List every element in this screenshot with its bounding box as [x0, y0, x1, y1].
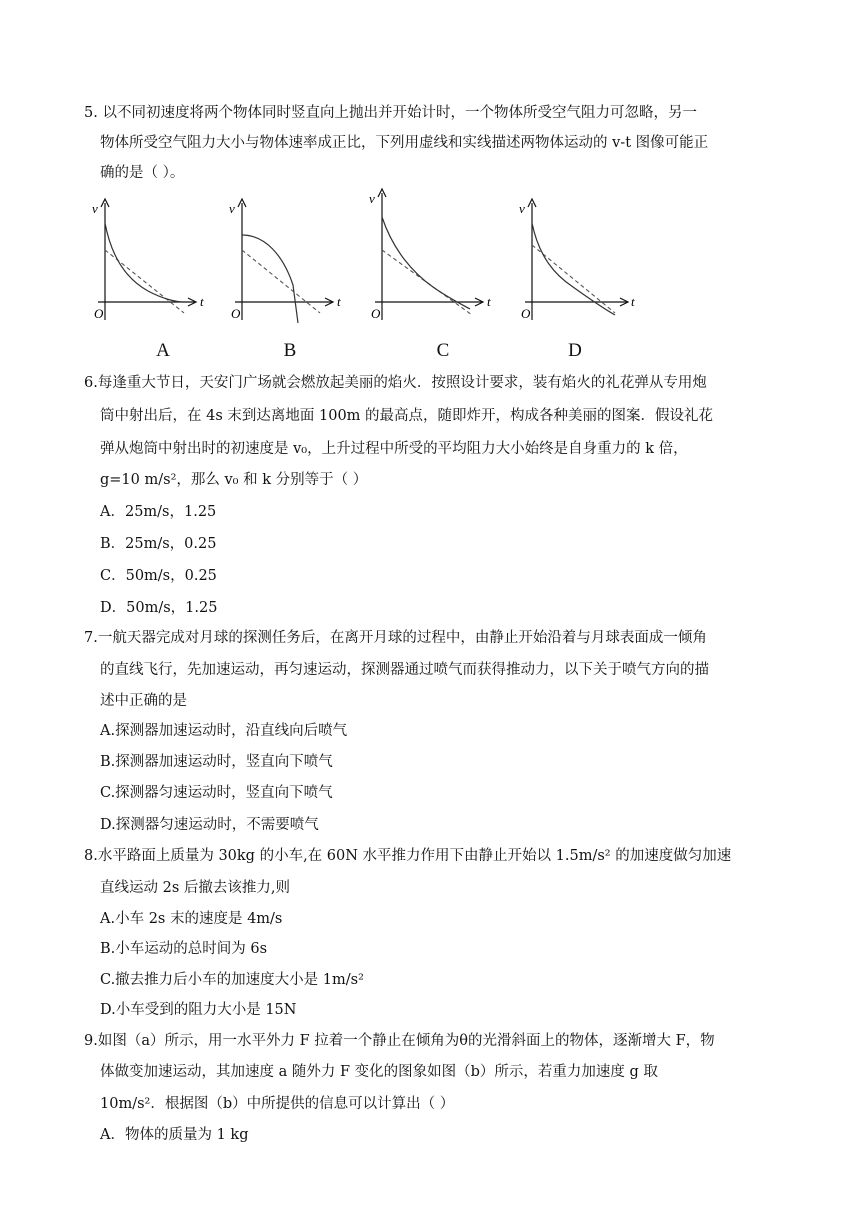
q8-line-1: 8.水平路面上质量为 30kg 的小车,在 60N 水平推力作用下由静止开始以 1.5m/s² 的加速度做匀加速: [84, 848, 732, 864]
figure-d-label: D: [568, 340, 582, 361]
q6-option-c: C．50m/s，0.25: [100, 568, 217, 584]
figure-a-v-label: v: [92, 201, 98, 216]
q8-option-b: B.小车运动的总时间为 6s: [100, 941, 268, 957]
figure-b-label: B: [283, 340, 297, 361]
q7-option-b: B.探测器加速运动时，竖直向下喷气: [100, 754, 333, 770]
q6-line-3: 弹从炮筒中射出时的初速度是 v₀，上升过程中所受的平均阻力大小始终是自身重力的 k 倍，: [100, 441, 688, 457]
q5-line-2: 物体所受空气阻力大小与物体速率成正比，下列用虚线和实线描述两物体运动的 v-t 图像可能正: [100, 135, 709, 151]
figure-c-origin: O: [371, 306, 381, 321]
q7-line-1: 7.一航天器完成对月球的探测任务后，在离开月球的过程中，由静止开始沿着与月球表面成一倾角: [84, 630, 707, 646]
figure-a-t-label: t: [200, 294, 204, 309]
figure-b: [229, 185, 345, 361]
figure-c-graph: [369, 185, 495, 335]
q7-option-a: A.探测器加速运动时，沿直线向后喷气: [100, 723, 348, 739]
q9-line-2: 体做变加速运动，其加速度 a 随外力 F 变化的图象如图（b）所示，若重力加速度 g 取: [100, 1064, 658, 1080]
figure-d: [519, 185, 640, 361]
q8-option-d: D.小车受到的阻力大小是 15N: [100, 1002, 297, 1018]
q5-line-1: 5. 以不同初速度将两个物体同时竖直向上抛出并开始计时，一个物体所受空气阻力可忽略，另一: [84, 105, 697, 121]
q9-line-3: 10m/s²．根据图（b）中所提供的信息可以计算出（ ）: [100, 1096, 455, 1112]
q6-line-1: 6.每逢重大节日，天安门广场就会燃放起美丽的焰火．按照设计要求，装有焰火的礼花弹从专用炮: [84, 375, 707, 391]
q5-line-3: 确的是（ ）。: [100, 165, 185, 181]
q6-option-d: D．50m/s，1.25: [100, 600, 218, 616]
figure-d-origin: O: [521, 306, 531, 321]
q8-line-2: 直线运动 2s 后撤去该推力,则: [100, 880, 290, 896]
q7-option-c: C.探测器匀速运动时，竖直向下喷气: [100, 785, 333, 801]
q6-option-b: B．25m/s，0.25: [100, 536, 217, 552]
figure-d-graph: [519, 185, 640, 335]
figure-b-origin: O: [231, 306, 241, 321]
figure-a-origin: O: [94, 306, 104, 321]
q8-option-a: A.小车 2s 末的速度是 4m/s: [100, 911, 283, 927]
figure-a-label: A: [156, 340, 170, 361]
q9-line-1: 9.如图（a）所示，用一水平外力 F 拉着一个静止在倾角为θ的光滑斜面上的物体，逐渐增大 F，物: [84, 1033, 715, 1049]
q5-figures: [70, 185, 650, 365]
figure-c: [369, 185, 495, 361]
q7-option-d: D.探测器匀速运动时，不需要喷气: [100, 817, 319, 833]
q7-line-2: 的直线飞行，先加速运动，再匀速运动，探测器通过喷气而获得推动力，以下关于喷气方向的描: [100, 662, 709, 678]
figure-a-graph: [92, 185, 208, 335]
figure-d-t-label: t: [631, 294, 635, 309]
q8-option-c: C.撤去推力后小车的加速度大小是 1m/s²: [100, 972, 364, 988]
figure-b-t-label: t: [337, 294, 341, 309]
figure-c-v-label: v: [369, 191, 375, 206]
q6-option-a: A．25m/s，1.25: [100, 504, 217, 520]
q7-line-3: 述中正确的是: [100, 693, 187, 709]
figure-b-graph: [229, 185, 345, 335]
figure-c-t-label: t: [487, 294, 491, 309]
figure-a: [92, 185, 208, 361]
q6-line-2: 筒中射出后，在 4s 末到达离地面 100m 的最高点，随即炸开，构成各种美丽的图案．假设礼花: [100, 408, 714, 424]
q6-line-4: g=10 m/s²，那么 v₀ 和 k 分别等于（ ）: [100, 472, 368, 488]
figure-b-v-label: v: [229, 201, 235, 216]
q9-option-a: A．物体的质量为 1 kg: [100, 1127, 249, 1143]
figure-c-label: C: [436, 340, 450, 361]
figure-d-v-label: v: [519, 201, 525, 216]
